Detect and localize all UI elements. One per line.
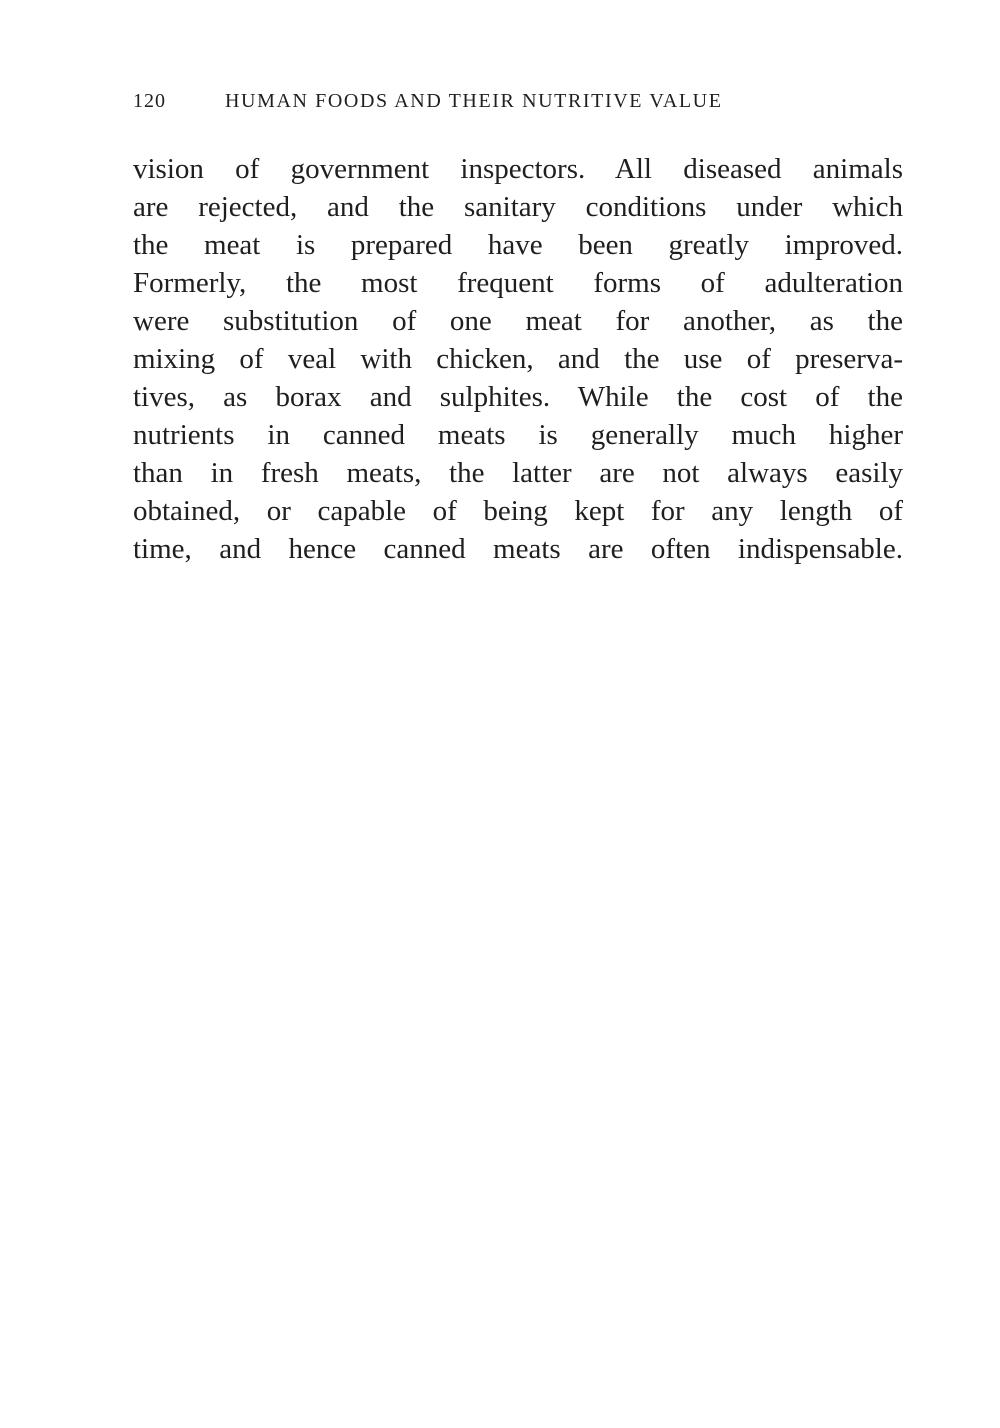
text-line: Formerly, the most frequent forms of adulteration [133,267,903,299]
text-line: mixing of veal with chicken, and the use of preserva- [133,343,903,375]
page-number: 120 [133,90,166,112]
text-line: than in fresh meats, the latter are not always easily [133,457,903,489]
text-line: vision of government inspectors. All diseased animals [133,153,903,185]
text-line: time, and hence canned meats are often indispensable. [133,533,903,565]
text-line: tives, as borax and sulphites. While the cost of the [133,381,903,413]
text-line: obtained, or capable of being kept for any length of [133,495,903,527]
text-line: are rejected, and the sanitary conditions under which [133,191,903,223]
running-head [133,90,853,120]
body-paragraph [133,150,903,568]
text-line: the meat is prepared have been greatly improved. [133,229,903,261]
running-title: HUMAN FOODS AND THEIR NUTRITIVE VALUE [225,90,723,112]
text-line: nutrients in canned meats is generally much higher [133,419,903,451]
text-line: were substitution of one meat for another, as the [133,305,903,337]
